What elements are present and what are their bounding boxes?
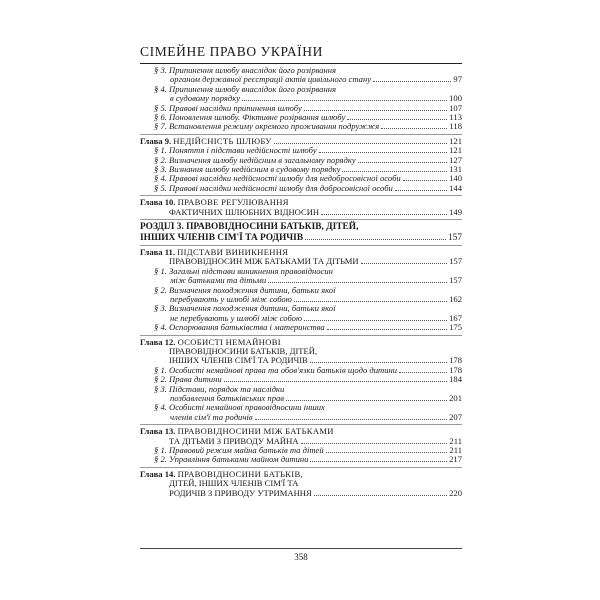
section-divider <box>140 219 462 220</box>
toc-entry-text: § 5. Правові наслідки недійсності шлюбу для добросовісної особи <box>154 182 393 193</box>
toc-page-number: 157 <box>447 232 462 243</box>
dot-leader <box>381 128 447 129</box>
dot-leader <box>310 362 447 363</box>
toc-page-number: 121 <box>449 135 462 146</box>
dot-leader <box>294 301 447 302</box>
toc-section-entry[interactable] <box>140 304 462 323</box>
dot-leader <box>255 419 448 420</box>
chapter-label: Глава 12. <box>140 336 178 347</box>
toc-page-number: 167 <box>449 312 462 323</box>
toc-page-number: 157 <box>449 256 462 267</box>
toc-page-number: 131 <box>449 164 462 175</box>
toc-entry-text: ІНШИХ ЧЛЕНІВ СІМ'Ї ТА РОДИЧІВ <box>140 232 304 243</box>
toc-page-number: 220 <box>449 487 462 498</box>
dot-leader <box>319 152 447 153</box>
toc-page-number: 144 <box>449 182 462 193</box>
toc-section-entry[interactable] <box>140 455 462 464</box>
toc-page-number: 107 <box>449 102 462 113</box>
dot-leader <box>373 81 451 82</box>
page-number: 358 <box>294 552 308 562</box>
toc-entry-text: ТА ДІТЬМИ З ПРИВОДУ МАЙНА <box>169 435 299 446</box>
dot-leader <box>304 320 447 321</box>
toc-entry-text: § 3. Припинення шлюбу внаслідок його розірвання <box>154 65 336 75</box>
toc-entry-text: ПРАВОВІДНОСИН МІЖ БАТЬКАМИ ТА ДІТЬМИ <box>169 256 359 267</box>
toc-entry-text: РОЗДІЛ 3. ПРАВОВІДНОСИНИ БАТЬКІВ, ДІТЕЙ, <box>140 222 359 233</box>
toc-entry-text: § 6. Поновлення шлюбу. Фіктивне розірвання шлюбу <box>154 112 346 123</box>
toc-section-entry[interactable] <box>140 66 462 85</box>
toc-section-entry[interactable] <box>140 184 462 193</box>
dot-leader <box>304 110 447 111</box>
book-page <box>140 28 462 588</box>
toc-chapter-entry[interactable] <box>140 248 462 267</box>
toc-section-entry[interactable] <box>140 286 462 305</box>
toc-section-entry[interactable] <box>140 267 462 286</box>
toc-entry-text: § 4. Оспорювання батьківства і материнства <box>154 322 325 333</box>
dot-leader <box>342 171 447 172</box>
toc-part-entry[interactable] <box>140 222 462 243</box>
toc-entry-text: ДІТЕЙ, ІНШИХ ЧЛЕНІВ СІМ'Ї ТА <box>169 478 299 489</box>
toc-page-number: 140 <box>449 173 462 184</box>
toc-page-number: 121 <box>449 145 462 156</box>
toc-page-number: 175 <box>449 322 462 333</box>
dot-leader <box>305 239 446 240</box>
toc-entry-text: § 4. Припинення шлюбу внаслідок його розірвання <box>154 83 336 94</box>
toc-entry-text: § 1. Загальні підстави виникнення правовідносин <box>154 265 333 276</box>
toc-section-entry[interactable] <box>140 85 462 104</box>
section-divider <box>140 335 462 336</box>
footer-rule <box>140 548 462 549</box>
toc-entry-text: § 5. Правові наслідки припинення шлюбу <box>154 102 302 113</box>
table-of-contents <box>140 66 462 498</box>
chapter-title: ПРАВОВІДНОСИНИ МІЖ БАТЬКАМИ <box>177 426 334 437</box>
toc-entry-text: § 1. Правовий режим майна батьків та дітей <box>154 445 324 456</box>
chapter-label: Глава 13. <box>140 426 178 437</box>
dot-leader <box>224 381 447 382</box>
toc-chapter-entry[interactable] <box>140 198 462 217</box>
running-header: СІМЕЙНЕ ПРАВО УКРАЇНИ <box>140 44 323 59</box>
toc-page-number: 157 <box>449 275 462 286</box>
toc-chapter-entry[interactable] <box>140 427 462 446</box>
dot-leader <box>286 400 447 401</box>
chapter-title: ПРАВОВІДНОСИНИ БАТЬКІВ, <box>177 468 303 479</box>
toc-entry-text: членів сім'ї та родичів <box>170 411 253 422</box>
toc-page-number: 217 <box>449 454 462 465</box>
dot-leader <box>274 143 447 144</box>
toc-page-number: 127 <box>449 154 462 165</box>
toc-entry-text: § 4. Особисті немайнові правовідносини інших <box>154 402 325 413</box>
section-divider <box>140 134 462 135</box>
toc-section-entry[interactable] <box>140 403 462 422</box>
chapter-label: Глава 11. <box>140 246 178 257</box>
chapter-label: Глава 9. <box>140 135 174 146</box>
toc-entry-text: позбавлення батьківських прав <box>170 393 285 403</box>
dot-leader <box>395 190 447 191</box>
dot-leader <box>242 100 447 101</box>
toc-entry-text: § 3. Підстави, порядок та наслідки <box>154 383 285 394</box>
toc-page-number: 211 <box>449 445 462 456</box>
toc-entry-text: § 2. Права дитини <box>154 374 222 385</box>
toc-page-number: 207 <box>449 411 462 422</box>
dot-leader <box>358 162 447 163</box>
toc-entry-text: § 2. Управління батьками майном дитини <box>154 454 309 465</box>
dot-leader <box>347 119 447 120</box>
toc-entry-text: органом державної реєстрації актів цивільного стану <box>170 74 372 85</box>
toc-entry-text: ФАКТИЧНИХ ШЛЮБНИХ ВІДНОСИН <box>169 206 320 217</box>
dot-leader <box>314 495 447 496</box>
toc-section-entry[interactable] <box>140 385 462 404</box>
toc-page-number: 97 <box>453 74 462 85</box>
dot-leader <box>361 263 447 264</box>
toc-entry-text: § 2. Визначення шлюбу недійсним в загальному порядку <box>154 154 356 165</box>
toc-section-entry[interactable] <box>140 323 462 332</box>
toc-entry-text: § 3. Визначення походження дитини, батьки якої <box>154 303 336 314</box>
dot-leader <box>310 461 447 462</box>
dot-leader <box>268 282 447 283</box>
toc-entry-text: § 7. Встановлення режиму окремого проживання подружжя <box>154 121 380 132</box>
toc-entry-text: між батьками та дітьми <box>170 275 267 286</box>
toc-page-number: 211 <box>449 435 462 446</box>
toc-page-number: 113 <box>449 112 462 123</box>
chapter-label: Глава 14. <box>140 468 178 479</box>
toc-entry-text: § 4. Правові наслідки недійсності шлюбу для недобросовісної особи <box>154 173 401 184</box>
chapter-title: ПРАВОВЕ РЕГУЛЮВАННЯ <box>177 197 289 208</box>
dot-leader <box>327 329 447 330</box>
dot-leader <box>403 180 447 181</box>
toc-entry-text: перебувають у шлюбі між собою <box>170 293 292 304</box>
toc-page-number: 100 <box>449 93 462 104</box>
toc-entry-text: § 1. Поняття і підстави недійсності шлюбу <box>154 145 317 156</box>
chapter-title: ПІДСТАВИ ВИНИКНЕННЯ <box>177 246 289 257</box>
toc-entry-text: § 1. Особисті немайнові права та обов'язки батьків щодо дитини <box>154 364 398 375</box>
chapter-label: Глава 10. <box>140 197 178 208</box>
toc-chapter-entry[interactable] <box>140 470 462 498</box>
toc-section-entry[interactable] <box>140 122 462 131</box>
section-divider <box>140 245 462 246</box>
toc-page-number: 118 <box>449 121 462 132</box>
toc-entry-text: ПРАВОВІДНОСИНИ БАТЬКІВ, ДІТЕЙ, <box>169 345 318 356</box>
chapter-title: ОСОБИСТІ НЕМАЙНОВІ <box>177 336 281 347</box>
section-divider <box>140 195 462 196</box>
toc-entry-text: РОДИЧІВ З ПРИВОДУ УТРИМАННЯ <box>169 487 312 498</box>
dot-leader <box>301 443 448 444</box>
toc-entry-text: § 2. Визначення походження дитини, батьки якої <box>154 284 336 295</box>
toc-page-number: 178 <box>449 355 462 366</box>
toc-entry-text: не перебувають у шлюбі між собою <box>170 312 303 323</box>
section-divider <box>140 424 462 425</box>
toc-page-number: 184 <box>449 374 462 385</box>
header-rule <box>140 63 462 64</box>
chapter-title: НЕДІЙСНІСТЬ ШЛЮБУ <box>173 135 272 146</box>
dot-leader <box>399 372 447 373</box>
toc-entry-text: в судовому порядку <box>170 93 241 104</box>
toc-page-number: 162 <box>449 293 462 304</box>
toc-entry-text: ІНШИХ ЧЛЕНІВ СІМ'Ї ТА РОДИЧІВ <box>169 355 308 366</box>
toc-page-number: 149 <box>449 206 462 217</box>
toc-page-number: 201 <box>449 393 462 403</box>
dot-leader <box>326 452 448 453</box>
toc-entry-text: § 3. Визнання шлюбу недійсним в судовому порядку <box>154 164 341 175</box>
toc-chapter-entry[interactable] <box>140 338 462 366</box>
section-divider <box>140 467 462 468</box>
dot-leader <box>321 214 447 215</box>
toc-page-number: 178 <box>449 364 462 375</box>
